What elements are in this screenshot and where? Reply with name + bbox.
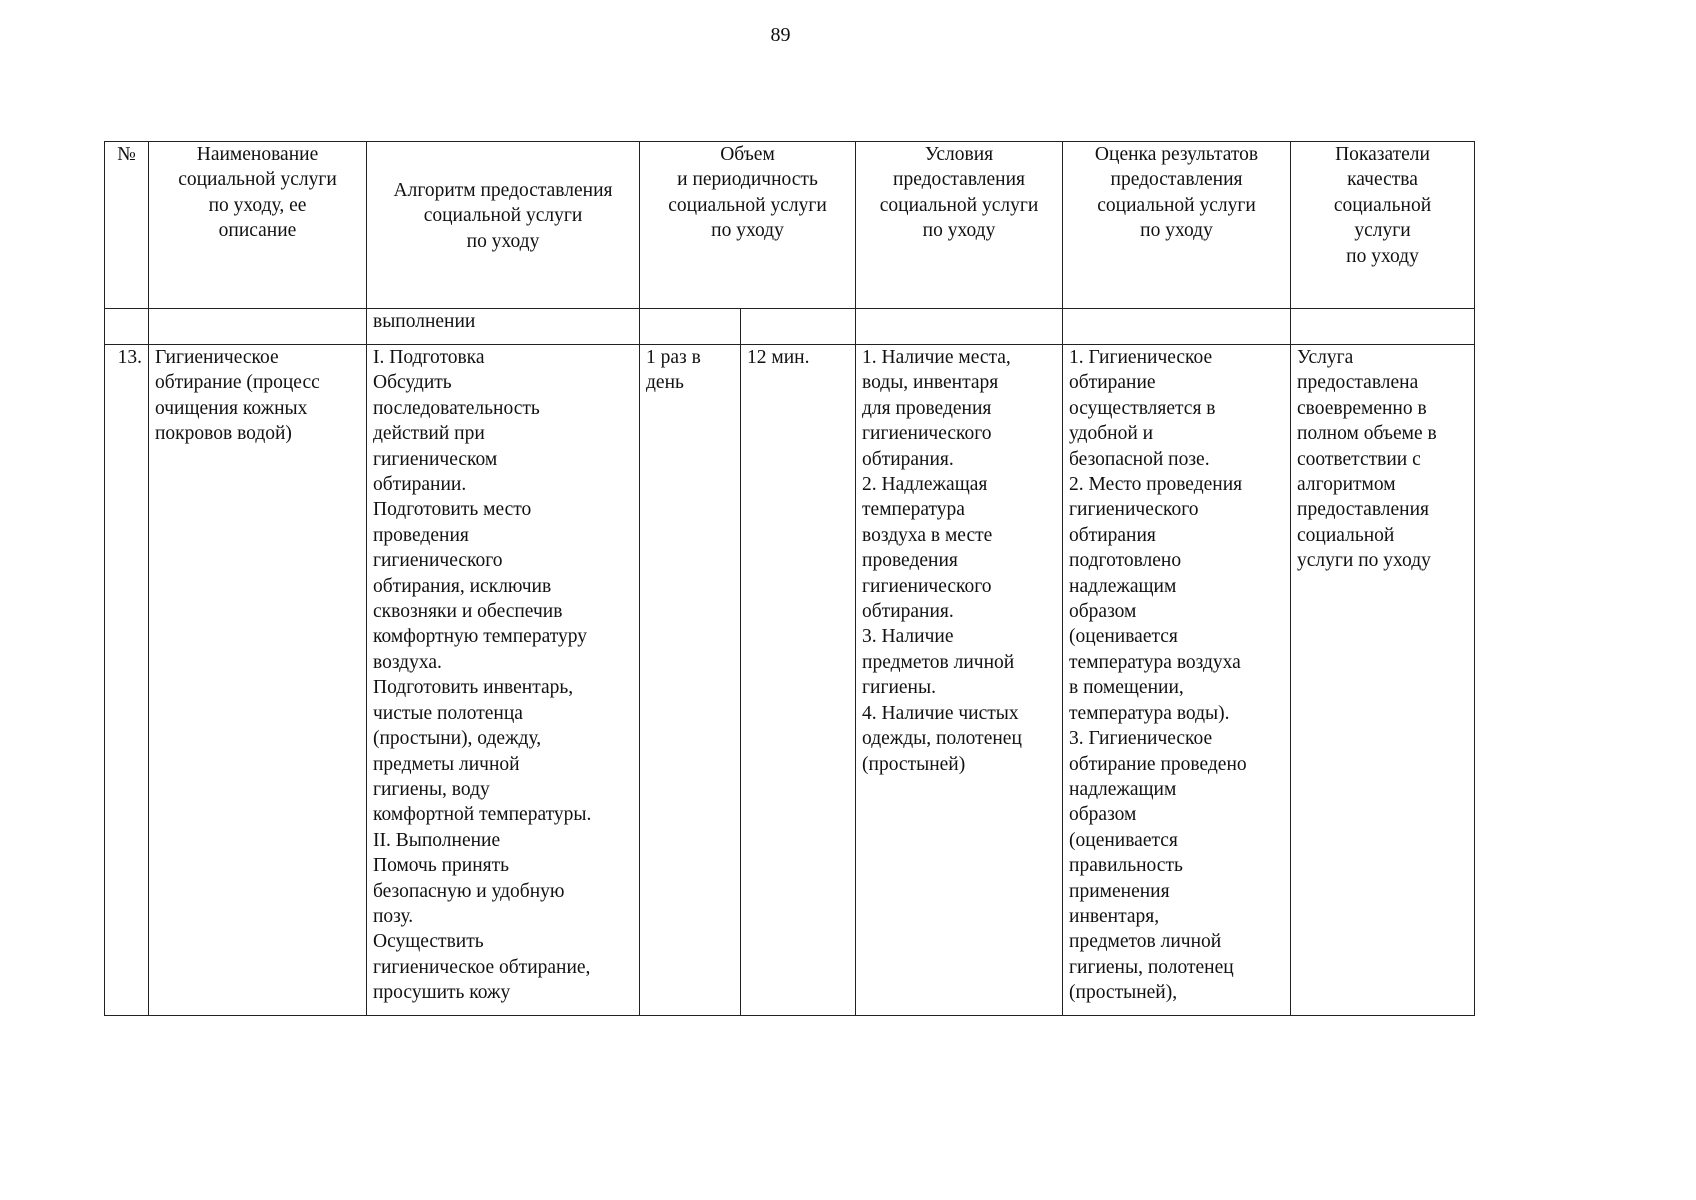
text-line: предметов личной [862,651,1015,673]
text-line: № [117,144,136,165]
text-line: предоставлена [1297,372,1419,394]
text-line: предоставления [1110,169,1243,191]
text-line: и периодичность [677,169,818,191]
text-line: предметы личной [373,753,520,775]
text-line: описание [218,220,297,242]
text-line: 4. Наличие чистых [862,702,1019,724]
text-line: Гигиеническое [155,347,279,368]
continuation-algorithm: выполнении [367,309,640,345]
text-line: социальной услуги [423,205,583,227]
text-line: услуги по уходу [1297,550,1431,572]
text-line: Показатели [1335,144,1430,165]
text-line: комфортную температуру [373,626,587,648]
text-line: обтирание (процесс [155,372,320,394]
text-line: по уходу [1140,220,1213,242]
text-line: Помочь принять [373,855,510,877]
text-line: Алгоритм предоставления [393,179,613,201]
header-conditions [856,142,1063,309]
text-line: по уходу [1346,245,1419,267]
header-algorithm [367,142,640,309]
text-line: предоставления [1297,499,1430,521]
text-line: воздуха. [373,651,442,673]
continuation-row [105,309,1475,345]
text-line: соответствии с [1297,448,1421,470]
text-line: обтирание проведено [1069,753,1247,775]
text-line: инвентаря, [1069,905,1160,927]
text-line: температура воды). [1069,702,1230,724]
text-line: просушить кожу [373,982,511,1004]
text-line: Подготовить инвентарь, [373,677,574,699]
text-line: социальной услуги [668,194,827,216]
text-line: услуги [1354,220,1411,242]
text-line: 2. Место проведения [1069,474,1243,496]
header-evaluation [1063,142,1291,309]
text-line: температура [862,499,965,521]
page-number: 89 [770,24,791,46]
text-line: последовательность [373,397,540,419]
text-line: очищения кожных [155,397,308,419]
text-line: надлежащим [1069,575,1177,597]
text-line: комфортной температуры. [373,804,592,826]
text-line: по уходу [466,230,540,252]
text-line: гигиенического [373,550,503,572]
text-line: обтирания, исключив [373,575,552,597]
text-line: обтирания. [862,601,954,623]
header-quality [1291,142,1475,309]
text-line: 3. Гигиеническое [1069,728,1213,750]
services-table [104,141,1475,1016]
text-line: проведения [373,524,469,546]
text-line: по уходу [711,220,784,242]
text-line: Подготовить место [373,499,532,521]
text-line: по уходу [922,220,996,242]
service-frequency [640,345,741,1016]
text-line: социальной услуги [1097,194,1256,216]
text-line: (оценивается [1069,829,1178,851]
text-line: 12 мин. [747,347,810,368]
service-evaluation [1063,345,1291,1016]
text-line: правильность [1069,855,1183,877]
text-line: Услуга [1297,347,1354,368]
text-line: II. Выполнение [373,829,501,851]
header-num [105,142,149,309]
header-row [105,142,1475,309]
text-line: обтирании. [373,474,467,496]
text-line: полном объеме в [1297,423,1437,445]
text-line: гигиенического [862,423,992,445]
text-line: Осуществить [373,931,484,953]
text-line: образом [1069,804,1137,826]
text-line: образом [1069,601,1137,623]
text-line: день [646,372,684,394]
text-line: 1. Наличие места, [862,347,1011,368]
text-line: социальной услуги [178,169,337,191]
text-line: проведения [862,550,958,572]
text-line: 1. Гигиеническое [1069,347,1213,368]
text-line: одежды, полотенец [862,728,1022,750]
text-line: позу. [373,905,414,927]
text-line: по уходу, ее [208,194,307,216]
text-line: обтирания [1069,524,1156,546]
header-volume [640,142,856,309]
text-line: сквозняки и обеспечив [373,601,563,623]
text-line: 3. Наличие [862,626,954,648]
text-line: Обсудить [373,372,452,394]
text-line: обтирание [1069,372,1156,394]
text-line: в помещении, [1069,677,1184,699]
text-line: Условия [924,144,994,165]
text-line: температура воздуха [1069,651,1241,673]
text-line: гигиены, полотенец [1069,956,1234,978]
text-line: для проведения [862,397,992,419]
text-line: гигиены. [862,677,936,699]
service-duration [741,345,856,1016]
text-line: Объем [720,144,775,165]
text-line: алгоритмом [1297,474,1396,496]
text-line: осуществляется в [1069,397,1216,419]
text-line: 2. Надлежащая [862,474,988,496]
text-line: безопасной позе. [1069,448,1210,470]
text-line: воды, инвентаря [862,372,999,394]
text-line: социальной [1333,194,1432,216]
text-line: (оценивается [1069,626,1178,648]
text-line: (простыней) [862,753,966,775]
table-row [105,345,1475,1016]
text-line: гигиеническое обтирание, [373,956,591,978]
row-number: 13. [105,345,149,1016]
service-conditions [856,345,1063,1016]
text-line: своевременно в [1297,397,1427,419]
text-line: 1 раз в [646,347,701,368]
header-name [149,142,367,309]
service-algorithm [367,345,640,1016]
text-line: безопасную и удобную [373,880,565,902]
text-line: надлежащим [1069,778,1177,800]
text-line: гигиенического [862,575,992,597]
text-line: предоставления [893,169,1026,191]
text-line: гигиеническом [373,448,498,470]
text-line: Оценка результатов [1094,144,1259,165]
text-line: подготовлено [1069,550,1182,572]
text-line: действий при [373,423,485,445]
text-line: гигиенического [1069,499,1199,521]
text-line: применения [1069,880,1170,902]
service-quality [1291,345,1475,1016]
text-line: социальной [1297,524,1395,546]
text-line: предметов личной [1069,931,1222,953]
text-line: чистые полотенца [373,702,523,724]
text-line: воздуха в месте [862,524,993,546]
text-line: покровов водой) [155,423,292,445]
text-line: (простыни), одежду, [373,728,542,750]
text-line: качества [1347,169,1418,191]
text-line: I. Подготовка [373,347,485,368]
text-line: социальной услуги [879,194,1039,216]
text-line: Наименование [196,144,319,165]
text-line: (простыней), [1069,982,1178,1004]
text-line: удобной и [1069,423,1154,445]
text-line: гигиены, воду [373,778,490,800]
text-line: обтирания. [862,448,954,470]
service-name [149,345,367,1016]
